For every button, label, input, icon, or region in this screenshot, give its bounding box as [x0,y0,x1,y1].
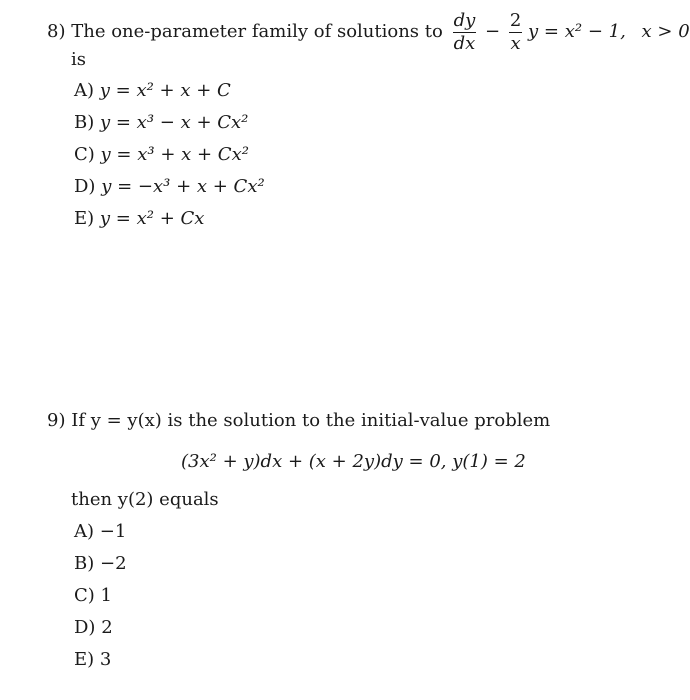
q9-option-a [74,521,126,542]
option-value: 2 [101,617,113,638]
question-9-stem [47,410,550,431]
option-label: E) [74,649,95,670]
option-label: B) [74,112,95,133]
q8-frac-dx: dx [453,32,476,54]
q8-minus: − [485,21,501,42]
q9-option-d [74,617,113,638]
q9-equation: (3x² + y)dx + (x + 2y)dy = 0, y(1) = 2 [181,451,526,472]
q8-frac-x: x [510,32,521,54]
question-8-text: The one-parameter family of solutions to [71,21,443,42]
option-value: −2 [99,553,127,574]
question-8-stem [47,10,690,54]
option-expression: y = x³ + x + Cx² [100,144,249,165]
question-9-text: If y = y(x) is the solution to the initial-value problem [71,410,551,431]
option-label: C) [74,144,95,165]
q8-condition: x > 0 [641,21,690,42]
option-value: 3 [99,649,112,670]
q8-option-d [74,176,265,197]
q8-option-b [74,112,248,133]
q8-frac-2: 2 [509,9,522,31]
option-label: A) [74,521,95,542]
q8-option-a [74,80,231,101]
question-9-number: 9) [47,410,66,431]
option-expression: y = x² + x + C [99,80,231,101]
q8-equation-rest: y = x² − 1, [528,21,626,42]
q8-fraction-2-x [509,9,522,54]
q8-fraction-dy-dx [453,9,477,54]
option-expression: y = x² + Cx [99,208,205,229]
q8-option-e [74,208,204,229]
q9-then-line: then y(2) equals [71,489,219,510]
option-label: D) [74,176,96,197]
option-label: D) [74,617,96,638]
q8-frac-dy: dy [453,9,476,31]
option-label: B) [74,553,95,574]
option-value: 1 [100,585,112,606]
q9-option-b [74,553,127,574]
option-label: A) [74,80,95,101]
option-label: C) [74,585,95,606]
option-expression: y = x³ − x + Cx² [99,112,249,133]
q9-option-c [74,585,112,606]
option-expression: y = −x³ + x + Cx² [101,176,265,197]
question-8-stem-continued: is [71,49,86,70]
option-label: E) [74,208,95,229]
option-value: −1 [99,521,127,542]
question-8-number: 8) [47,21,66,42]
q8-option-c [74,144,249,165]
q9-option-e [74,649,111,670]
